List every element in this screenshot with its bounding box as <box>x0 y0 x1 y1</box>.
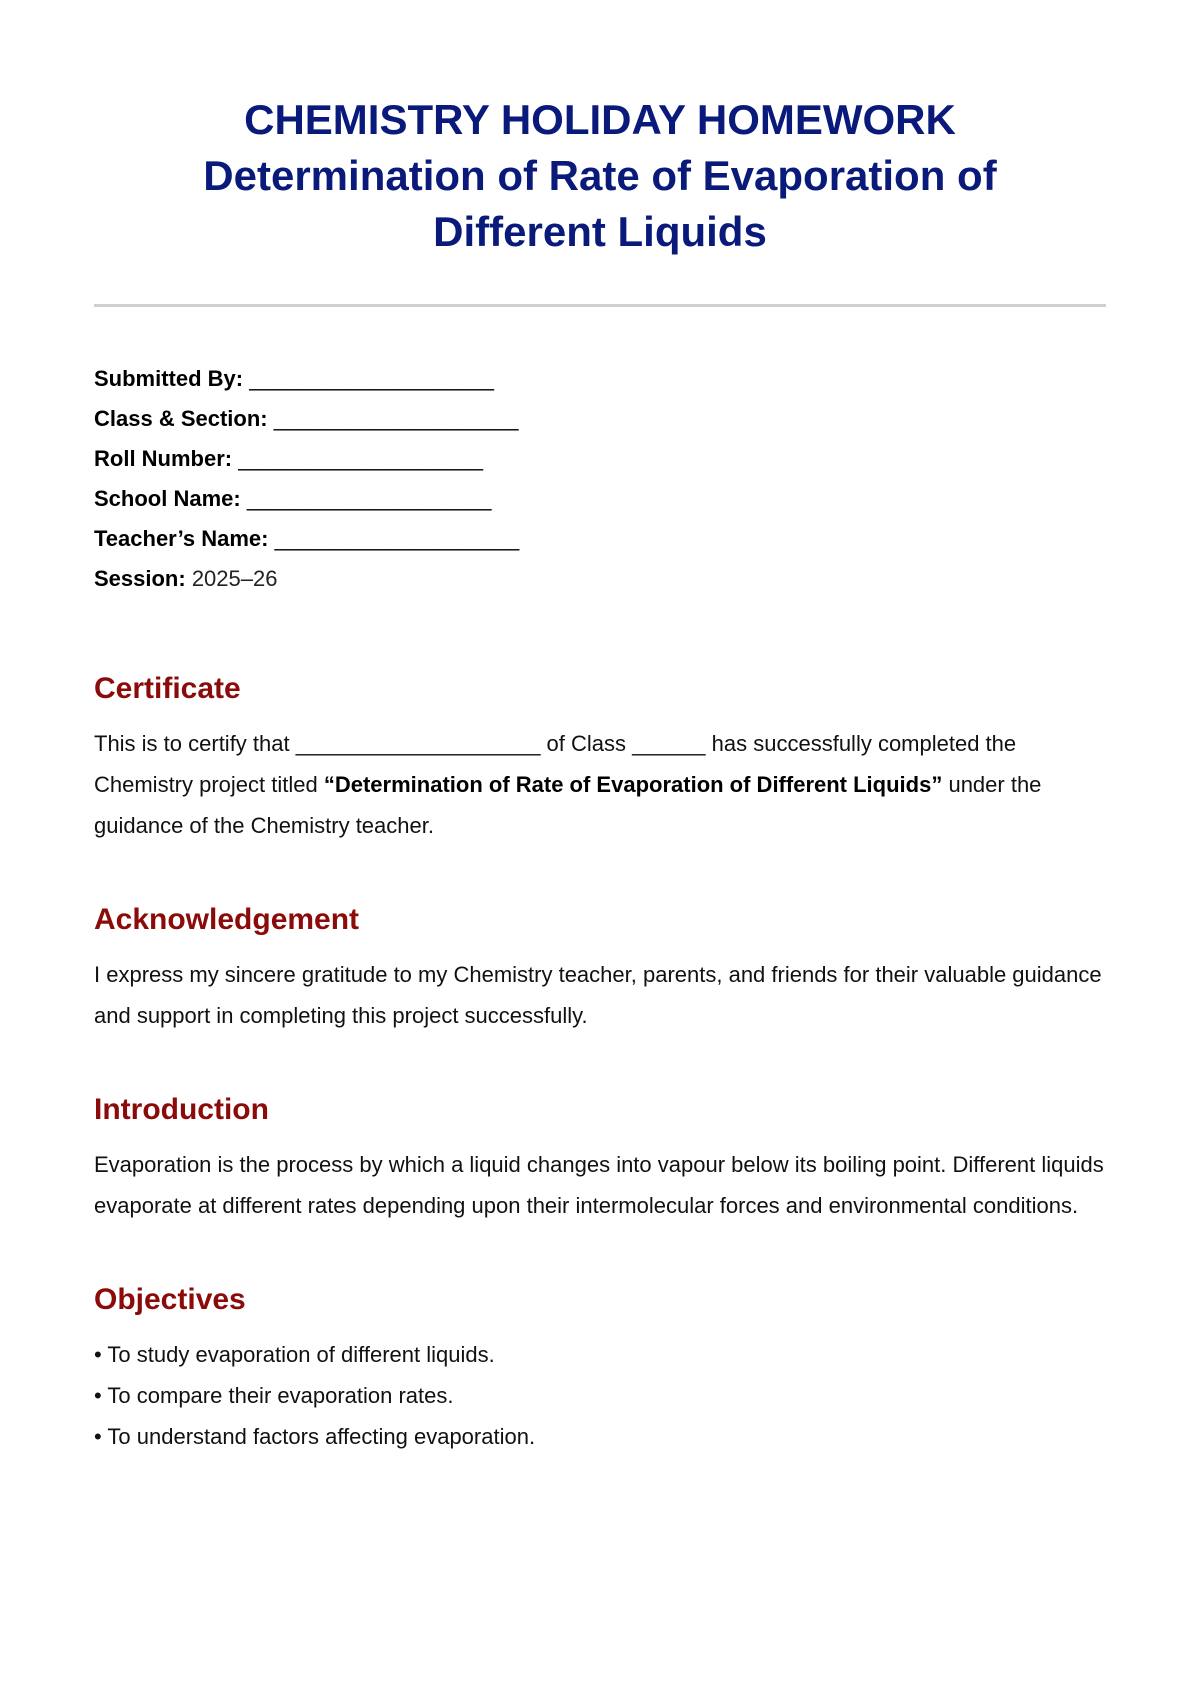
title-block <box>94 0 1106 260</box>
info-label: Roll Number: <box>94 446 233 471</box>
info-row-session <box>94 559 1106 599</box>
section-heading-certificate: Certificate <box>94 672 241 705</box>
certificate-section <box>94 669 1106 846</box>
info-row-teacher-name <box>94 519 1106 559</box>
objectives-list <box>94 1334 1106 1457</box>
info-label: Class & Section: <box>94 406 268 431</box>
certificate-text-after: under the guidance of the Chemistry teacher. <box>94 772 1042 838</box>
info-row-roll-number <box>94 439 1106 479</box>
objective-item: • To study evaporation of different liquids. <box>94 1342 495 1367</box>
info-row-submitted-by <box>94 359 1106 399</box>
objectives-section <box>94 1280 1106 1457</box>
section-heading-acknowledgement: Acknowledgement <box>94 903 360 936</box>
title-divider <box>94 304 1106 307</box>
certificate-project-title: “Determination of Rate of Evaporation of Different Liquids” <box>323 772 943 797</box>
info-label: Session: <box>94 566 186 591</box>
introduction-text: Evaporation is the process by which a liquid changes into vapour below its boiling point. Different liquids evaporate at different rates depending upon their intermolecular forces and environmental conditions. <box>94 1152 1104 1218</box>
acknowledgement-section <box>94 900 1106 1036</box>
acknowledgement-text: I express my sincere gratitude to my Chemistry teacher, parents, and friends for their valuable guidance and support in completing this project successfully. <box>94 962 1102 1028</box>
info-label: School Name: <box>94 486 241 511</box>
info-row-school-name <box>94 479 1106 519</box>
session-value: 2025–26 <box>185 566 278 591</box>
objective-item: • To compare their evaporation rates. <box>94 1383 454 1408</box>
certificate-text <box>94 723 1106 846</box>
info-label: Teacher’s Name: <box>94 526 269 551</box>
section-heading-objectives: Objectives <box>94 1283 246 1316</box>
objective-item: • To understand factors affecting evaporation. <box>94 1424 536 1449</box>
section-heading-introduction: Introduction <box>94 1093 269 1126</box>
info-blank: ____________________ <box>232 446 483 471</box>
info-blank: ____________________ <box>243 366 494 391</box>
certificate-text-before: This is to certify that ____________________ of Class ______ has successfully completed the Chemistry project titled <box>94 731 1017 797</box>
info-blank: ____________________ <box>267 406 519 431</box>
document-subtitle: Determination of Rate of Evaporation of Different Liquids <box>203 152 997 255</box>
document-title: CHEMISTRY HOLIDAY HOMEWORK <box>244 96 956 143</box>
student-info-list <box>94 359 1106 599</box>
info-blank: ____________________ <box>240 486 492 511</box>
info-blank: ____________________ <box>268 526 520 551</box>
info-row-class-section <box>94 399 1106 439</box>
info-label: Submitted By: <box>94 366 244 391</box>
introduction-section <box>94 1090 1106 1226</box>
